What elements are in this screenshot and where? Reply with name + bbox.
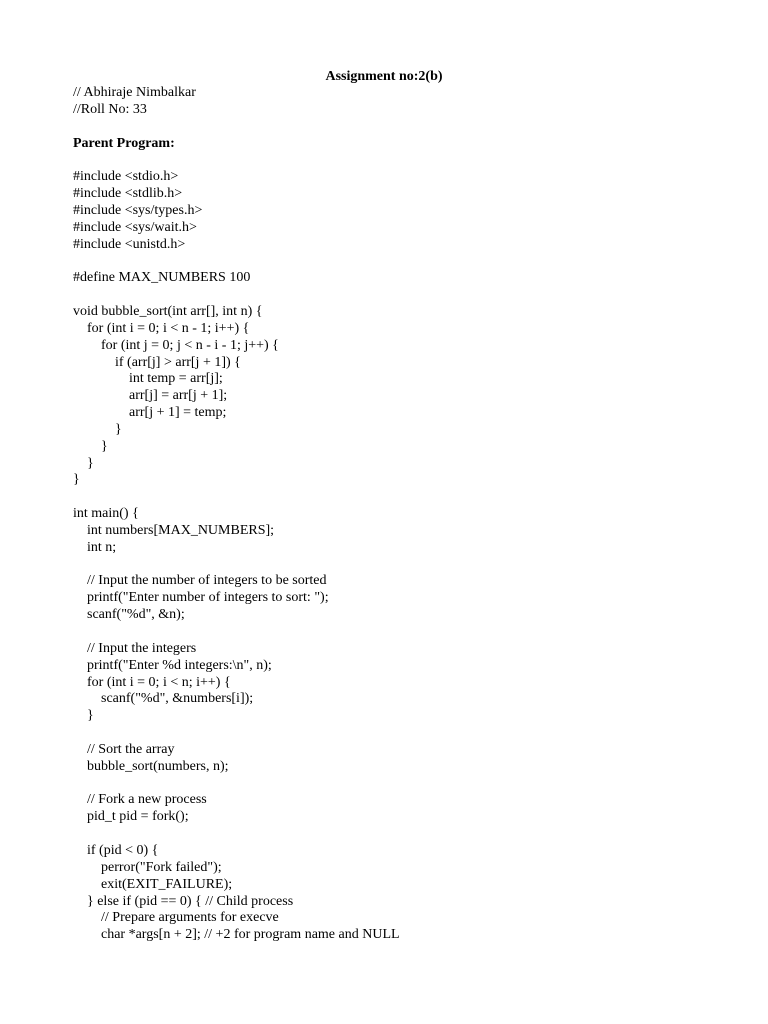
blank-line bbox=[73, 826, 753, 843]
blank-line bbox=[73, 253, 753, 270]
text-line: #include <stdlib.h> bbox=[73, 186, 183, 202]
blank-line bbox=[73, 489, 753, 506]
text-line: void bubble_sort(int arr[], int n) { bbox=[73, 303, 263, 319]
text-line: #include <stdio.h> bbox=[73, 169, 179, 185]
text-line: char *args[n + 2]; // +2 for program name and NULL bbox=[73, 927, 400, 943]
text-line: // Fork a new process bbox=[73, 792, 207, 808]
text-line: int temp = arr[j]; bbox=[73, 371, 223, 387]
text-line: // Prepare arguments for execve bbox=[73, 910, 279, 926]
blank-line bbox=[73, 152, 753, 169]
blank-line bbox=[73, 725, 753, 742]
text-line: exit(EXIT_FAILURE); bbox=[73, 876, 233, 892]
text-line: #include <sys/types.h> bbox=[73, 202, 203, 218]
blank-line bbox=[73, 557, 753, 574]
text-line: if (arr[j] > arr[j + 1]) { bbox=[73, 354, 241, 370]
text-line: // Sort the array bbox=[73, 741, 175, 757]
text-line: } bbox=[73, 708, 94, 724]
section-heading: Parent Program: bbox=[73, 135, 175, 151]
blank-line bbox=[73, 119, 753, 136]
text-line: printf("Enter %d integers:\n", n); bbox=[73, 657, 272, 673]
text-line: printf("Enter number of integers to sort: "); bbox=[73, 590, 329, 606]
text-line: pid_t pid = fork(); bbox=[73, 809, 189, 825]
text-line: // Input the number of integers to be sorted bbox=[73, 573, 327, 589]
text-line: #include <sys/wait.h> bbox=[73, 219, 197, 235]
document-body bbox=[73, 85, 753, 944]
text-line: } bbox=[73, 438, 108, 454]
text-line: } bbox=[73, 472, 80, 488]
text-line: arr[j] = arr[j + 1]; bbox=[73, 388, 228, 404]
text-line: #define MAX_NUMBERS 100 bbox=[73, 270, 251, 286]
text-line: arr[j + 1] = temp; bbox=[73, 405, 227, 421]
text-line: bubble_sort(numbers, n); bbox=[73, 758, 229, 774]
text-line: scanf("%d", &numbers[i]); bbox=[73, 691, 254, 707]
text-line: for (int j = 0; j < n - i - 1; j++) { bbox=[73, 337, 279, 353]
text-line: for (int i = 0; i < n - 1; i++) { bbox=[73, 320, 250, 336]
blank-line bbox=[73, 624, 753, 641]
text-line: // Abhiraje Nimbalkar bbox=[73, 85, 196, 100]
text-line: //Roll No: 33 bbox=[73, 101, 147, 117]
text-line: scanf("%d", &n); bbox=[73, 607, 185, 623]
text-line: int n; bbox=[73, 539, 117, 555]
text-line: #include <unistd.h> bbox=[73, 236, 186, 252]
text-line: if (pid < 0) { bbox=[73, 842, 159, 858]
text-line: perror("Fork failed"); bbox=[73, 859, 222, 875]
blank-line bbox=[73, 776, 753, 793]
text-line: int numbers[MAX_NUMBERS]; bbox=[73, 522, 275, 538]
text-line: } bbox=[73, 421, 122, 437]
document-title: Assignment no:2(b) bbox=[325, 69, 443, 84]
text-line: // Input the integers bbox=[73, 640, 197, 656]
text-line: } else if (pid == 0) { // Child process bbox=[73, 893, 294, 909]
text-line: } bbox=[73, 455, 94, 471]
blank-line bbox=[73, 287, 753, 304]
text-line: int main() { bbox=[73, 506, 139, 522]
text-line: for (int i = 0; i < n; i++) { bbox=[73, 674, 231, 690]
